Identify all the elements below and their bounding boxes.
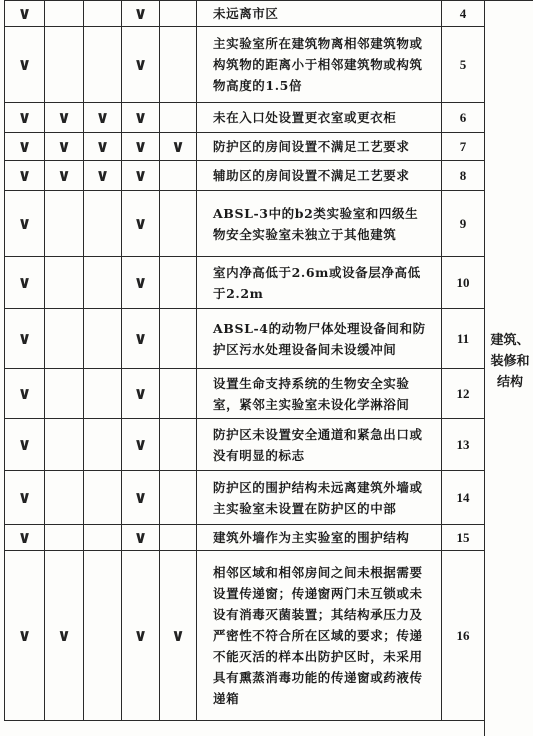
item-number: 6 [442, 103, 485, 133]
check-cell [160, 369, 197, 419]
check-cell [45, 161, 84, 191]
check-cell [84, 191, 122, 257]
top-border-line [484, 0, 533, 1]
check-mark-icon: ∨ [133, 328, 148, 349]
check-cell [5, 525, 45, 551]
item-number: 8 [442, 161, 485, 191]
table-row [5, 161, 485, 191]
item-description: 设置生命支持系统的生物安全实验室，紧邻主实验室未设化学淋浴间 [197, 369, 442, 419]
check-cell [5, 471, 45, 525]
item-description: 室内净高低于2.6m或设备层净高低于2.2m [197, 257, 442, 309]
check-mark-icon: ∨ [17, 527, 32, 548]
table-row [5, 369, 485, 419]
table-row [5, 525, 485, 551]
check-cell [160, 525, 197, 551]
check-cell [84, 419, 122, 471]
check-cell [5, 103, 45, 133]
check-mark-icon: ∨ [17, 136, 32, 157]
check-mark-icon: ∨ [57, 107, 71, 128]
check-cell [122, 161, 160, 191]
check-mark-icon: ∨ [133, 213, 148, 234]
check-cell [5, 551, 45, 721]
table-row [5, 191, 485, 257]
check-cell [84, 1, 122, 27]
check-cell [5, 309, 45, 369]
check-cell [122, 419, 160, 471]
check-mark-icon: ∨ [17, 625, 32, 646]
item-description: 辅助区的房间设置不满足工艺要求 [197, 161, 442, 191]
check-cell [5, 191, 45, 257]
item-description: 未远离市区 [197, 1, 442, 27]
check-cell [84, 103, 122, 133]
check-cell [160, 309, 197, 369]
check-cell [45, 551, 84, 721]
item-number: 11 [442, 309, 485, 369]
check-cell [160, 1, 197, 27]
check-mark-icon: ∨ [17, 3, 32, 24]
check-mark-icon: ∨ [133, 165, 148, 186]
check-cell [160, 133, 197, 161]
check-mark-icon: ∨ [57, 136, 71, 157]
check-cell [84, 369, 122, 419]
item-description: ABSL-3中的b2类实验室和四级生物安全实验室未独立于其他建筑 [197, 191, 442, 257]
item-description: 建筑外墙作为主实验室的围护结构 [197, 525, 442, 551]
check-cell [5, 257, 45, 309]
check-cell [5, 161, 45, 191]
check-mark-icon: ∨ [171, 136, 185, 157]
check-cell [5, 369, 45, 419]
category-label: 建筑、装修和结构 [490, 333, 530, 390]
item-number: 9 [442, 191, 485, 257]
item-number: 15 [442, 525, 485, 551]
item-description: 防护区的围护结构未远离建筑外墙或主实验室未设置在防护区的中部 [197, 471, 442, 525]
check-mark-icon: ∨ [133, 3, 148, 24]
check-cell [122, 133, 160, 161]
check-cell [45, 471, 84, 525]
item-description: 相邻区域和相邻房间之间未根据需要设置传递窗；传递窗两门未互锁或未设有消毒灭菌装置；其结构承压力及严密性不符合所在区域的要求；传递不能灭活的样本出防护区时，未采用具有熏蒸消毒功能的传递窗或药液传递箱 [197, 551, 442, 721]
check-cell [122, 551, 160, 721]
check-mark-icon: ∨ [17, 487, 32, 508]
check-cell [45, 525, 84, 551]
check-cell [45, 419, 84, 471]
table-row [5, 471, 485, 525]
check-cell [160, 551, 197, 721]
check-cell [122, 1, 160, 27]
check-mark-icon: ∨ [133, 625, 148, 646]
table-row [5, 551, 485, 721]
check-mark-icon: ∨ [57, 165, 71, 186]
item-number: 12 [442, 369, 485, 419]
check-mark-icon: ∨ [133, 383, 148, 404]
check-mark-icon: ∨ [133, 136, 148, 157]
item-number: 7 [442, 133, 485, 161]
item-number: 10 [442, 257, 485, 309]
check-mark-icon: ∨ [17, 213, 32, 234]
check-cell [122, 369, 160, 419]
check-cell [84, 161, 122, 191]
item-description: 未在入口处设置更衣室或更衣柜 [197, 103, 442, 133]
table-row [5, 309, 485, 369]
check-cell [45, 133, 84, 161]
item-description: 防护区未设置安全通道和紧急出口或没有明显的标志 [197, 419, 442, 471]
check-cell [45, 1, 84, 27]
check-cell [160, 257, 197, 309]
check-cell [122, 27, 160, 103]
check-cell [5, 419, 45, 471]
check-mark-icon: ∨ [133, 107, 148, 128]
check-cell [84, 27, 122, 103]
check-mark-icon: ∨ [171, 625, 185, 646]
check-cell [84, 471, 122, 525]
check-mark-icon: ∨ [133, 527, 148, 548]
check-mark-icon: ∨ [133, 272, 148, 293]
check-mark-icon: ∨ [95, 136, 110, 157]
table-row [5, 257, 485, 309]
item-number: 4 [442, 1, 485, 27]
check-mark-icon: ∨ [17, 54, 32, 75]
check-mark-icon: ∨ [17, 434, 32, 455]
item-description: 主实验室所在建筑物离相邻建筑物或构筑物的距离小于相邻建筑物或构筑物高度的1.5倍 [197, 27, 442, 103]
check-mark-icon: ∨ [95, 165, 110, 186]
check-cell [122, 103, 160, 133]
checklist-table [4, 0, 485, 721]
check-mark-icon: ∨ [133, 487, 148, 508]
right-border-line [484, 0, 485, 736]
check-cell [160, 103, 197, 133]
check-mark-icon: ∨ [57, 625, 71, 646]
check-cell [45, 191, 84, 257]
check-cell [84, 525, 122, 551]
check-cell [84, 551, 122, 721]
table-row [5, 103, 485, 133]
table-row [5, 27, 485, 103]
table-row [5, 133, 485, 161]
check-cell [45, 369, 84, 419]
check-cell [84, 257, 122, 309]
item-description: 防护区的房间设置不满足工艺要求 [197, 133, 442, 161]
check-cell [45, 103, 84, 133]
check-cell [84, 309, 122, 369]
check-mark-icon: ∨ [17, 383, 32, 404]
check-cell [45, 257, 84, 309]
check-cell [45, 27, 84, 103]
table-row [5, 1, 485, 27]
check-cell [160, 191, 197, 257]
check-cell [5, 133, 45, 161]
check-cell [160, 161, 197, 191]
check-cell [160, 27, 197, 103]
check-cell [122, 309, 160, 369]
check-mark-icon: ∨ [17, 272, 32, 293]
check-mark-icon: ∨ [17, 328, 32, 349]
check-mark-icon: ∨ [95, 107, 110, 128]
check-mark-icon: ∨ [17, 165, 32, 186]
item-number: 13 [442, 419, 485, 471]
check-cell [122, 257, 160, 309]
check-cell [84, 133, 122, 161]
table-row [5, 419, 485, 471]
check-cell [122, 191, 160, 257]
check-cell [45, 309, 84, 369]
check-cell [5, 1, 45, 27]
item-number: 5 [442, 27, 485, 103]
check-cell [160, 471, 197, 525]
item-description: ABSL-4的动物尸体处理设备间和防护区污水处理设备间未设缓冲间 [197, 309, 442, 369]
check-cell [160, 419, 197, 471]
check-cell [122, 471, 160, 525]
check-cell [122, 525, 160, 551]
check-cell [5, 27, 45, 103]
check-mark-icon: ∨ [133, 434, 148, 455]
item-number: 16 [442, 551, 485, 721]
item-number: 14 [442, 471, 485, 525]
check-mark-icon: ∨ [133, 54, 148, 75]
check-mark-icon: ∨ [17, 107, 32, 128]
